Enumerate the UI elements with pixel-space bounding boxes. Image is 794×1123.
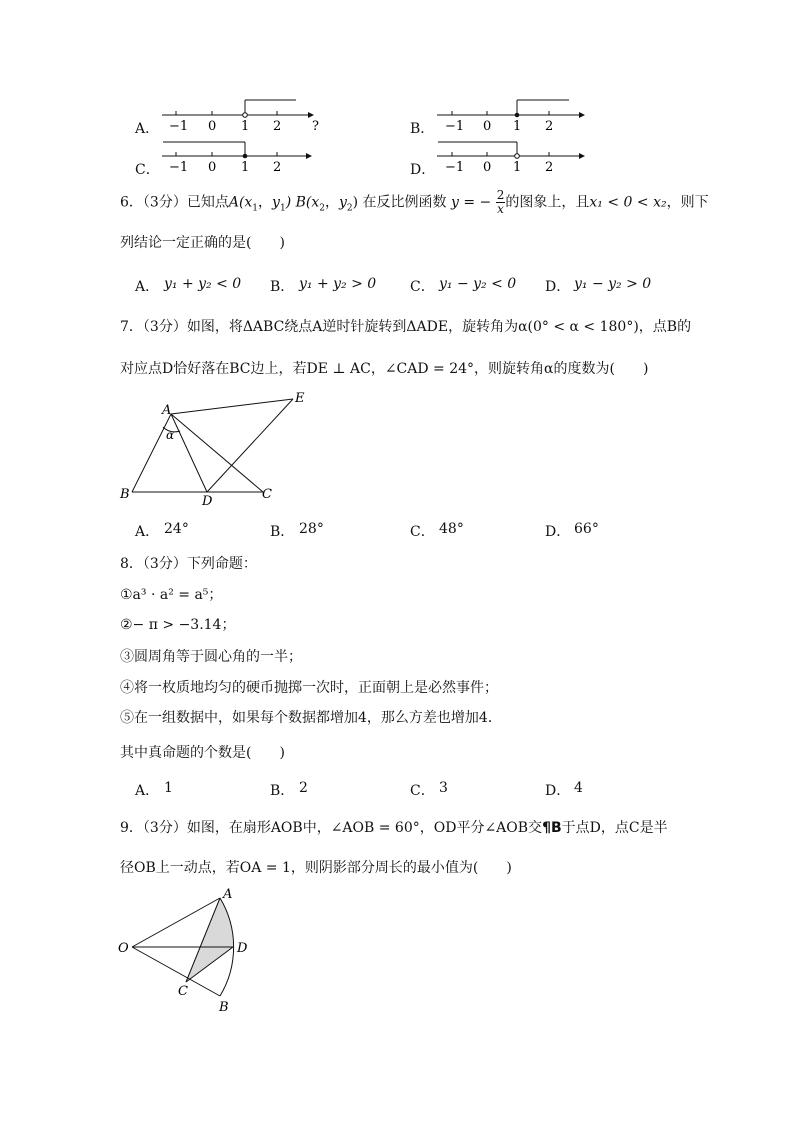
q6-fn-lhs: y = − (451, 194, 492, 211)
q6-choice-c-expr: y₁ − y₂ < 0 (439, 276, 517, 292)
label-D: D (202, 494, 213, 509)
label-D: D (237, 941, 248, 956)
tick-label: 1 (513, 160, 522, 175)
q6-after-fn: 的图象上，且 (505, 194, 590, 211)
q9-line1b-text: 于点D，点C是半 (561, 820, 668, 836)
tick-label: −1 (445, 119, 465, 134)
q6-fraction-den: x (497, 202, 504, 216)
q9-stem-line1 (120, 817, 668, 837)
q5-number-line-d (435, 137, 595, 177)
q7-choice-d-label: D． (545, 524, 571, 540)
label-B: B (120, 487, 130, 502)
q6-y2: y (338, 194, 347, 211)
q6-choice-b-expr: y₁ + y₂ > 0 (299, 276, 377, 292)
tick-label: 2 (273, 160, 282, 175)
tick-label: 0 (483, 119, 492, 134)
q6-choice-a-expr: y₁ + y₂ < 0 (164, 276, 242, 292)
q7-choice-a-val: 24° (164, 521, 189, 537)
q5-number-line-a (160, 96, 330, 136)
q8-item-2: ②− π > −3.14； (120, 617, 236, 633)
q7-choice-c-val: 48° (439, 521, 464, 537)
tick-label: 1 (241, 119, 250, 134)
q8-choice-d-val: 4 (574, 780, 583, 796)
q6-comma: ， (324, 194, 339, 211)
q-mark: ? (312, 119, 319, 134)
q8-stem: 8．（3分）下列命题： (120, 556, 257, 572)
q5-option-a-label: A． (135, 121, 160, 137)
q6-tail: ，则下 (666, 194, 709, 211)
q6-point-a: A(x (228, 194, 253, 211)
tick-label: −1 (445, 160, 465, 175)
label-A: A (162, 403, 172, 418)
q6-stem-line2: 列结论一定正确的是( ) (120, 235, 285, 251)
q6-y1: y (272, 194, 280, 211)
q9-broken-glyph: ¶B (542, 820, 562, 836)
q6-choice-b-label: B． (270, 279, 295, 295)
q6-after-y2: ) 在反比例函数 (352, 194, 447, 211)
q8-choice-c-label: C． (410, 783, 435, 799)
q8-item-1: ①a³ · a² = a⁵； (120, 587, 223, 603)
q6-choice-d-expr: y₁ − y₂ > 0 (574, 276, 652, 292)
q6-choice-a-label: A． (135, 279, 160, 295)
q7-figure (112, 387, 312, 509)
q7-stem-line2: 对应点D恰好落在BC边上，若DE ⊥ AC，∠CAD = 24°，则旋转角α的度数为( ) (120, 361, 649, 377)
label-C: C (178, 984, 188, 999)
q5-number-line-c (160, 137, 330, 177)
label-C: C (262, 487, 272, 502)
label-A: A (223, 887, 233, 902)
q6-choice-c-label: C． (410, 279, 435, 295)
q5-number-line-b (435, 96, 595, 136)
tick-label: 2 (273, 119, 282, 134)
q8-choice-b-val: 2 (299, 780, 308, 796)
q8-choice-c-val: 3 (439, 780, 448, 796)
tick-label: 1 (241, 160, 250, 175)
q5-option-b-label: B． (410, 121, 435, 137)
q6-choice-d-label: D． (545, 279, 571, 295)
q7-choice-d-val: 66° (574, 521, 599, 537)
q5-option-d-label: D． (410, 162, 436, 178)
q6-condition: x₁ < 0 < x₂ (589, 194, 667, 211)
q7-choice-b-label: B． (270, 524, 295, 540)
tick-label: 1 (513, 119, 522, 134)
label-O: O (118, 941, 129, 956)
q8-choice-a-val: 1 (164, 780, 173, 796)
q8-choice-b-label: B． (270, 783, 295, 799)
q9-line1-text: 9．（3分）如图，在扇形AOB中，∠AOB = 60°，OD平分∠AOB交 (120, 820, 543, 836)
q9-stem-line2: 径OB上一动点，若OA = 1，则阴影部分周长的最小值为( ) (120, 860, 512, 876)
tick-label: −1 (169, 119, 189, 134)
q9-figure (112, 880, 262, 1020)
tick-label: 2 (545, 119, 554, 134)
q7-choice-c-label: C． (410, 524, 435, 540)
q7-choice-a-label: A． (135, 524, 160, 540)
q8-ask: 其中真命题的个数是( ) (120, 745, 285, 761)
tick-label: 2 (545, 160, 554, 175)
q8-item-3: ③圆周角等于圆心角的一半； (120, 649, 302, 665)
q6-fraction (496, 189, 506, 216)
q5-option-c-label: C． (135, 162, 160, 178)
label-E: E (295, 391, 305, 406)
tick-label: −1 (169, 160, 189, 175)
q6-point-b: ) B(x (285, 194, 320, 211)
tick-label: 0 (483, 160, 492, 175)
label-alpha: α (166, 428, 175, 442)
tick-label: 0 (208, 119, 217, 134)
q6-stem-line1: 6．（3分）已知点$A(x_1$，$y_1$) $B(x_2$，$y_2$) 在反比例函数 y = − $\frac{2}{x}$ 的图象上，且x₁ < 0 < x₂，则下 (120, 188, 709, 216)
q8-item-4: ④将一枚质地均匀的硬币抛掷一次时，正面朝上是必然事件； (120, 680, 498, 696)
q8-choice-a-label: A． (135, 783, 160, 799)
q6-head: 6．（3分）已知点 (120, 194, 229, 211)
label-B: B (219, 1000, 229, 1015)
q8-item-5: ⑤在一组数据中，如果每个数据都增加4，那么方差也增加4． (120, 710, 502, 726)
tick-label: 0 (208, 160, 217, 175)
q8-choice-d-label: D． (545, 783, 571, 799)
q6-fraction-num: 2 (496, 188, 505, 202)
q7-stem-line1: 7．（3分）如图，将ΔABC绕点A逆时针旋转到ΔADE，旋转角为α(0° < α < 180°)，点B的 (120, 319, 692, 335)
q6-comma: ， (258, 194, 273, 211)
q7-choice-b-val: 28° (299, 521, 324, 537)
